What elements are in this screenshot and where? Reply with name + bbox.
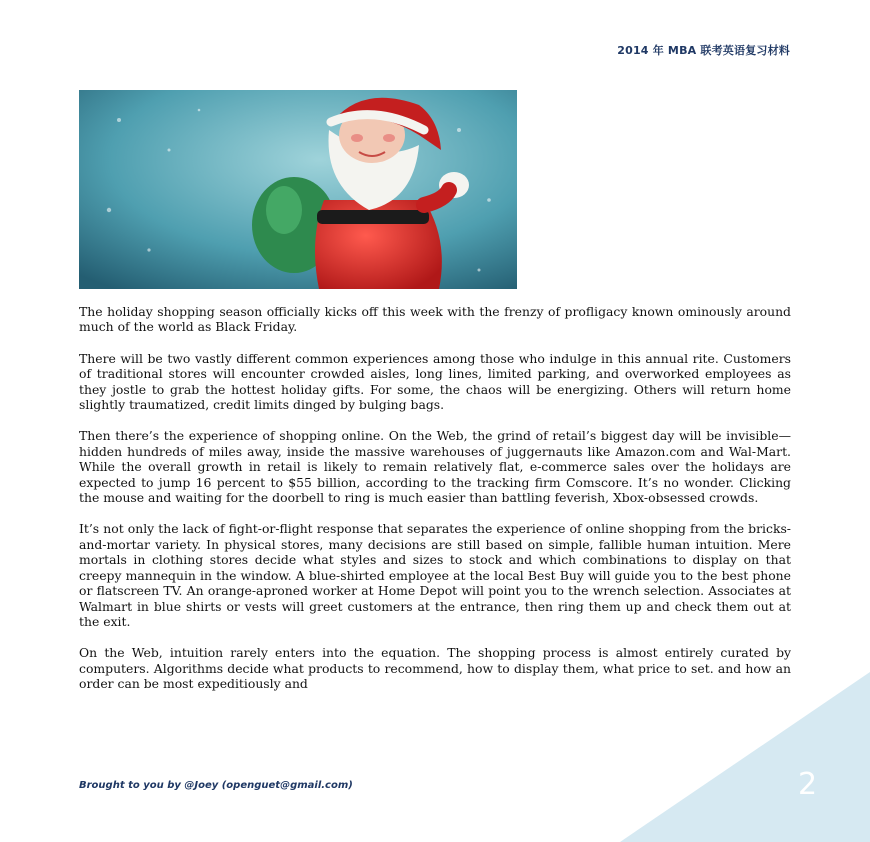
paragraph-3: Then there’s the experience of shopping online. On the Web, the grind of retail’s biggest day will be invisible—hidden hundreds of miles away, inside the massive warehouses of juggernauts like Amazon.com and Wal-Mart. While the overall growth in retail is likely to remain relatively flat, e-commerce sales over the holidays are expected to jump 16 percent to $55 billion, according to the tracking firm Comscore. It’s no wonder. Clicking the mouse and waiting for the doorbell to ring is much easier than battling feverish, Xbox-obsessed crowds. — [79, 428, 791, 506]
article-body — [79, 304, 791, 691]
corner-decoration — [620, 672, 870, 842]
paragraph-2: There will be two vastly different common experiences among those who indulge in this annual rite. Customers of traditional stores will encounter crowded aisles, long lines, limited parking, and overworked employees as they jostle to grab the hottest holiday gifts. For some, the chaos will be energizing. Others will return home slightly traumatized, credit limits dinged by bulging bags. — [79, 350, 791, 413]
footer-credit: Brought to you by @Joey (openguet@gmail.com) — [79, 780, 353, 791]
page-number: 2 — [798, 767, 818, 802]
santa-figurine-photo — [79, 90, 517, 289]
paragraph-1: The holiday shopping season officially kicks off this week with the frenzy of profligacy known ominously around much of the world as Black Friday. — [79, 304, 791, 335]
paragraph-5: On the Web, intuition rarely enters into the equation. The shopping process is almost entirely curated by computers. Algorithms decide what products to recommend, how to display them, what price to set. and how an order can be most expeditiously and — [79, 645, 791, 692]
paragraph-4: It’s not only the lack of fight-or-flight response that separates the experience of online shopping from the bricks-and-mortar variety. In physical stores, many decisions are still based on simple, fallible human intuition. Mere mortals in clothing stores decide what styles and sizes to stock and which combinations to display on that creepy mannequin in the window. A blue-shirted employee at the local Best Buy will guide you to the best phone or flatscreen TV. An orange-aproned worker at Home Depot will point you to the wrench selection. Associates at Walmart in blue shirts or vests will greet customers at the entrance, then ring them up and check them out at the exit. — [79, 521, 791, 629]
page-header-title: 2014 年 MBA 联考英语复习材料 — [617, 44, 790, 57]
